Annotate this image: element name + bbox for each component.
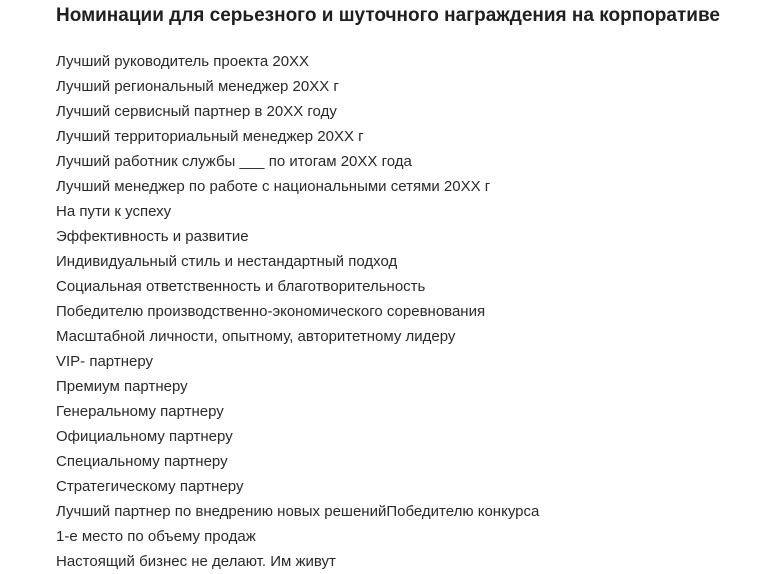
list-item: 1-е место по объему продаж	[56, 528, 256, 545]
nominations-list	[56, 49, 762, 574]
list-item: Эффективность и развитие	[56, 228, 249, 245]
list-item: Социальная ответственность и благотворительность	[56, 278, 426, 295]
list-item: VIP- партнеру	[56, 353, 153, 370]
list-item: Настоящий бизнес не делают. Им живут	[56, 553, 336, 570]
document-body	[56, 4, 762, 574]
list-item: Лучший работник службы ___ по итогам 20XX года	[56, 153, 412, 170]
list-item: На пути к успеху	[56, 203, 172, 220]
list-item: Премиум партнеру	[56, 378, 188, 395]
list-item: Лучший региональный менеджер 20XX г	[56, 78, 339, 95]
list-item: Генеральному партнеру	[56, 403, 224, 420]
list-item: Официальному партнеру	[56, 428, 233, 445]
list-item: Масштабной личности, опытному, авторитетному лидеру	[56, 328, 456, 345]
list-item: Победителю производственно-экономического соревнования	[56, 303, 486, 320]
list-item: Индивидуальный стиль и нестандартный подход	[56, 253, 398, 270]
list-item: Лучший территориальный менеджер 20XX г	[56, 128, 364, 145]
list-item: Лучший менеджер по работе с национальными сетями 20XX г	[56, 178, 491, 195]
list-item: Стратегическому партнеру	[56, 478, 244, 495]
list-item: Лучший сервисный партнер в 20XX году	[56, 103, 337, 120]
list-item: Лучший партнер по внедрению новых решенийПобедителю конкурса	[56, 503, 540, 520]
list-item: Лучший руководитель проекта 20XX	[56, 53, 310, 70]
document-title: Номинации для серьезного и шуточного награждения на корпоративе	[56, 5, 720, 26]
list-item: Специальному партнеру	[56, 453, 228, 470]
